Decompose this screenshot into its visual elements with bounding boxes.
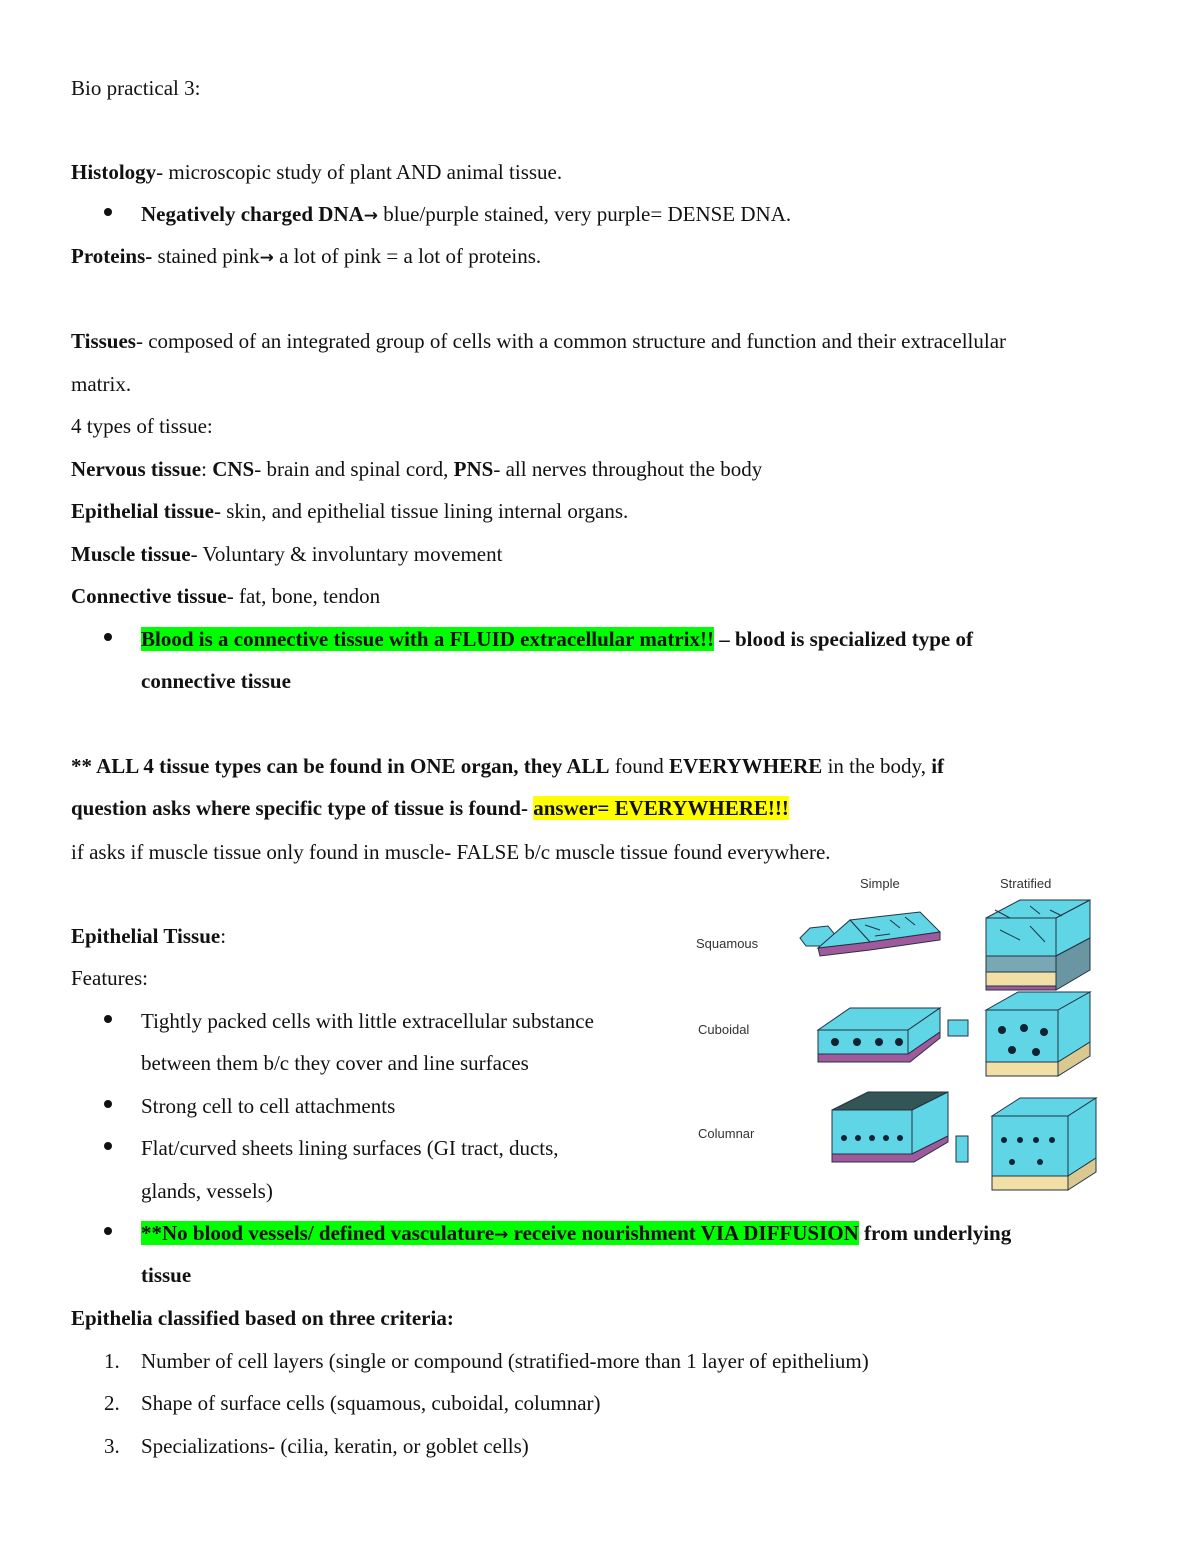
all4-d: in the body, bbox=[822, 754, 932, 778]
criteria-item: Number of cell layers (single or compound (stratified-more than 1 layer of epithelium) bbox=[141, 1349, 869, 1373]
feature-1a: Tightly packed cells with little extracellular substance bbox=[141, 1009, 594, 1033]
stratified-cuboidal-illustration bbox=[986, 992, 1090, 1076]
all4-b: found bbox=[609, 754, 670, 778]
simple-columnar-illustration bbox=[832, 1092, 968, 1162]
bullet-icon bbox=[104, 1015, 112, 1023]
feature-4-rest: from underlying bbox=[858, 1221, 1012, 1245]
feature-1b: between them b/c they cover and line surfaces bbox=[141, 1051, 529, 1075]
feature-3a: Flat/curved sheets lining surfaces (GI tract, ducts, bbox=[141, 1136, 559, 1160]
epithelial-term: Epithelial tissue bbox=[71, 499, 214, 523]
epithelial-def: - skin, and epithelial tissue lining internal organs. bbox=[213, 499, 629, 523]
all4-e: if bbox=[931, 754, 945, 778]
feature-4b bbox=[141, 1262, 191, 1288]
all4-line2 bbox=[71, 795, 789, 821]
bullet-icon bbox=[104, 633, 112, 641]
tissues-def: - composed of an integrated group of cells with a common structure and function and their extracellular bbox=[135, 329, 1007, 353]
nervous-line bbox=[71, 456, 762, 482]
muscle-def: - Voluntary & involuntary movement bbox=[190, 542, 503, 566]
nervous-term: Nervous tissue bbox=[71, 457, 202, 481]
criteria-heading bbox=[71, 1305, 454, 1331]
blood-highlight: Blood is a connective tissue with a FLUID extracellular matrix!! bbox=[141, 627, 714, 651]
bullet-icon bbox=[104, 1100, 112, 1108]
criteria-item: Shape of surface cells (squamous, cuboidal, columnar) bbox=[141, 1391, 601, 1415]
all4-answer: answer= EVERYWHERE!!! bbox=[533, 796, 789, 820]
features-label: Features: bbox=[71, 966, 148, 990]
row-label-squamous: Squamous bbox=[696, 936, 759, 951]
blood-line bbox=[141, 626, 973, 652]
connective-line bbox=[71, 583, 380, 609]
histology-definition: - microscopic study of plant AND animal tissue. bbox=[156, 160, 563, 184]
bullet-icon bbox=[104, 1142, 112, 1150]
cns-term: CNS bbox=[212, 457, 255, 481]
proteins-line bbox=[71, 243, 541, 271]
simple-squamous-illustration bbox=[800, 912, 940, 956]
epithelial-heading-text: Epithelial Tissue bbox=[71, 924, 221, 948]
criteria-number: 1. bbox=[104, 1349, 120, 1373]
connective-term: Connective tissue bbox=[71, 584, 227, 608]
arrow-icon: → bbox=[494, 1225, 509, 1245]
epithelial-line bbox=[71, 498, 628, 524]
tissues-line2: matrix. bbox=[71, 372, 132, 396]
arrow-icon: → bbox=[363, 206, 379, 226]
all4-line1 bbox=[71, 753, 944, 779]
criteria-number: 2. bbox=[104, 1391, 120, 1415]
stratified-squamous-illustration bbox=[986, 900, 1090, 990]
tissues-line bbox=[71, 328, 1006, 354]
all4-a: ** ALL 4 tissue types can be found in ONE organ, they ALL bbox=[71, 754, 610, 778]
epithelium-diagram bbox=[690, 870, 1100, 1200]
criteria-heading-text: Epithelia classified based on three criteria: bbox=[71, 1306, 454, 1330]
feature-4-highlight bbox=[141, 1221, 508, 1245]
blood-line2-text: connective tissue bbox=[141, 669, 291, 693]
dna-line bbox=[141, 201, 791, 229]
proteins-text2: a lot of pink = a lot of proteins. bbox=[273, 244, 542, 268]
proteins-term: Proteins- bbox=[71, 244, 153, 268]
page-title: Bio practical 3: bbox=[71, 76, 201, 100]
blood-line2 bbox=[141, 668, 291, 694]
connective-def: - fat, bone, tendon bbox=[226, 584, 381, 608]
muscle-term: Muscle tissue bbox=[71, 542, 191, 566]
col-label-stratified: Stratified bbox=[1000, 876, 1052, 891]
histology-term: Histology bbox=[71, 160, 157, 184]
epithelial-heading-colon: : bbox=[220, 924, 227, 948]
bullet-icon bbox=[104, 208, 112, 216]
dna-rest: blue/purple stained, very purple= DENSE DNA. bbox=[378, 202, 792, 226]
row-label-cuboidal: Cuboidal bbox=[698, 1022, 750, 1037]
all4-question: question asks where specific type of tissue is found- bbox=[71, 796, 534, 820]
dna-bold: Negatively charged DNA bbox=[141, 202, 364, 226]
all4-c: EVERYWHERE bbox=[669, 754, 823, 778]
arrow-icon: → bbox=[259, 248, 274, 268]
criteria-item: Specializations- (cilia, keratin, or goblet cells) bbox=[141, 1434, 529, 1458]
simple-cuboidal-illustration bbox=[818, 1008, 968, 1062]
blood-rest: – blood is specialized type of bbox=[713, 627, 973, 651]
muscle-line bbox=[71, 541, 502, 567]
col-label-simple: Simple bbox=[860, 876, 900, 891]
four-types-label: 4 types of tissue: bbox=[71, 414, 213, 438]
feature-4a bbox=[141, 1220, 1011, 1248]
all4-line3: if asks if muscle tissue only found in muscle- FALSE b/c muscle tissue found everywhere. bbox=[71, 840, 831, 864]
criteria-number: 3. bbox=[104, 1434, 120, 1458]
stratified-columnar-illustration bbox=[992, 1098, 1096, 1190]
pns-term: PNS bbox=[453, 457, 494, 481]
nervous-colon: : bbox=[201, 457, 213, 481]
epithelial-heading bbox=[71, 923, 226, 949]
pns-def: - all nerves throughout the body bbox=[493, 457, 763, 481]
bullet-icon bbox=[104, 1227, 112, 1235]
feature-2: Strong cell to cell attachments bbox=[141, 1094, 396, 1118]
feature-4-highlight2: receive nourishment VIA DIFFUSION bbox=[508, 1221, 859, 1245]
row-label-columnar: Columnar bbox=[698, 1126, 755, 1141]
proteins-text1: stained pink bbox=[152, 244, 260, 268]
tissues-term: Tissues bbox=[71, 329, 136, 353]
histology-line bbox=[71, 159, 562, 185]
feature-3b: glands, vessels) bbox=[141, 1179, 273, 1203]
cns-def: - brain and spinal cord, bbox=[254, 457, 454, 481]
feature-4-text: **No blood vessels/ defined vasculature bbox=[141, 1221, 495, 1245]
feature-4b-text: tissue bbox=[141, 1263, 192, 1287]
